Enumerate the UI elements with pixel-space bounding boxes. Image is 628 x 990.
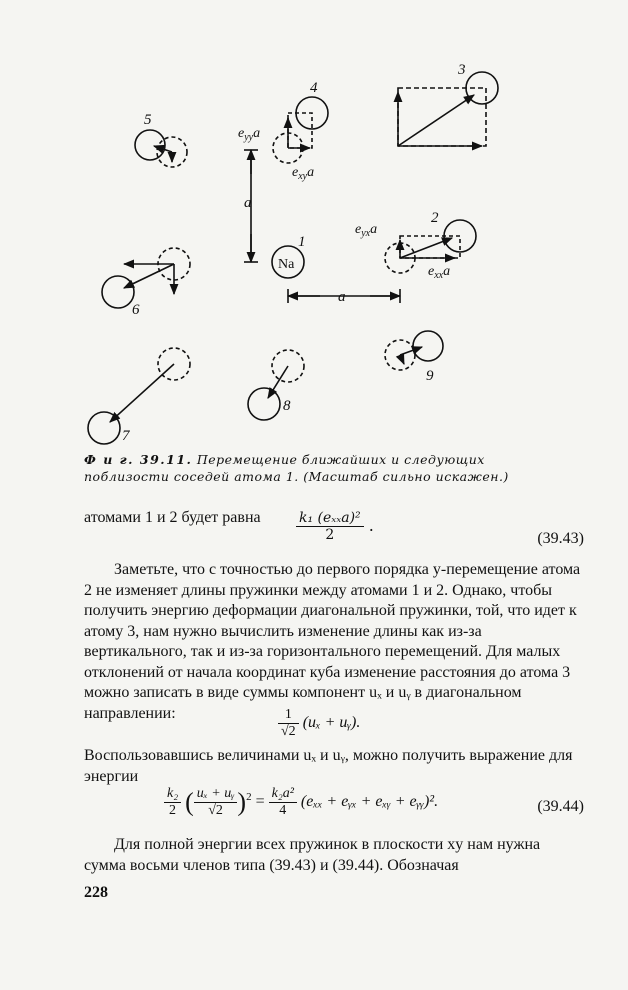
atom-2-number: 2 (431, 210, 439, 226)
atom-5-number: 5 (144, 112, 152, 128)
label-a-horizontal: a (338, 289, 346, 305)
atom-4-number: 4 (310, 80, 318, 96)
na-label: Na (278, 257, 295, 272)
paragraph-3: Воспользовавшись величинами uₓ и uᵧ, можно получить выражение для энергии (84, 747, 573, 785)
page-number: 228 (84, 884, 108, 901)
equation-diagonal: $\frac{1}{√2}$ (uₓ + uᵧ). (278, 707, 360, 740)
atom-8-number: 8 (283, 398, 291, 414)
atom-3-number: 3 (458, 62, 466, 78)
caption-text: Перемещение ближайших и следующих поблизости соседей атома 1. (Масштаб сильно искажен.) (84, 452, 509, 484)
label-a-vertical: a (244, 195, 252, 211)
label-exy-a: $e_{xy}a$ (292, 165, 315, 182)
equation-number-39-43: (39.43) (537, 530, 584, 547)
figure-caption (84, 451, 524, 485)
atom-9-number: 9 (426, 368, 434, 384)
label-eyy-a: $e_{yy}a$ (238, 126, 261, 143)
figure-label: Ф и г. 39.11. (84, 452, 193, 467)
paragraph-2: Заметьте, что с точностью до первого порядка y-перемещение атома 2 не изменяет длины пружинки между атомами 1 и 2. Однако, чтобы получить энергию деформации диагональной пружинки, той, что идет к атому 3, нам нужно вычислить изменение длины как из-за вертикального, так и из-за горизонтального перемещений. Для малых отклонений от начала координат куба изменение расстояния до атома 3 можно записать в виде суммы компонент uₓ и uᵧ в диагональном направлении: (84, 561, 581, 722)
label-eyx-a: $e_{yx}a$ (355, 222, 378, 239)
paragraph-1: атомами 1 и 2 будет равна (84, 509, 261, 526)
equation-number-39-44: (39.44) (537, 798, 584, 815)
paragraph-4: Для полной энергии всех пружинок в плоскости xy нам нужна сумма восьми членов типа (39.43) и (39.44). Обозначая (84, 836, 541, 874)
atom-5-displaced (135, 130, 165, 160)
atom-8-displaced (248, 388, 280, 420)
atom-6-displaced (102, 276, 134, 308)
atom-1-number: 1 (298, 234, 306, 250)
atom-7-number: 7 (122, 428, 130, 444)
atom-6-number: 6 (132, 302, 140, 318)
label-exx-a: $e_{xx}a$ (428, 264, 451, 281)
equation-39-43: $\frac{\text{k₁ (eₓₓa)²}}{2}$ . (296, 510, 374, 543)
figure-39-11 (0, 0, 628, 450)
atom-9-displaced (413, 331, 443, 361)
equation-39-44: $\frac{\text{k₂}}{2}$ ( $\frac{\text{uₓ + uᵧ}}{√2}$ )$^2$ = $\frac{\text{k₂a²}}{4}$ (eₓₓ + eᵧₓ + eₓᵧ + eᵧᵧ)². (164, 786, 438, 819)
